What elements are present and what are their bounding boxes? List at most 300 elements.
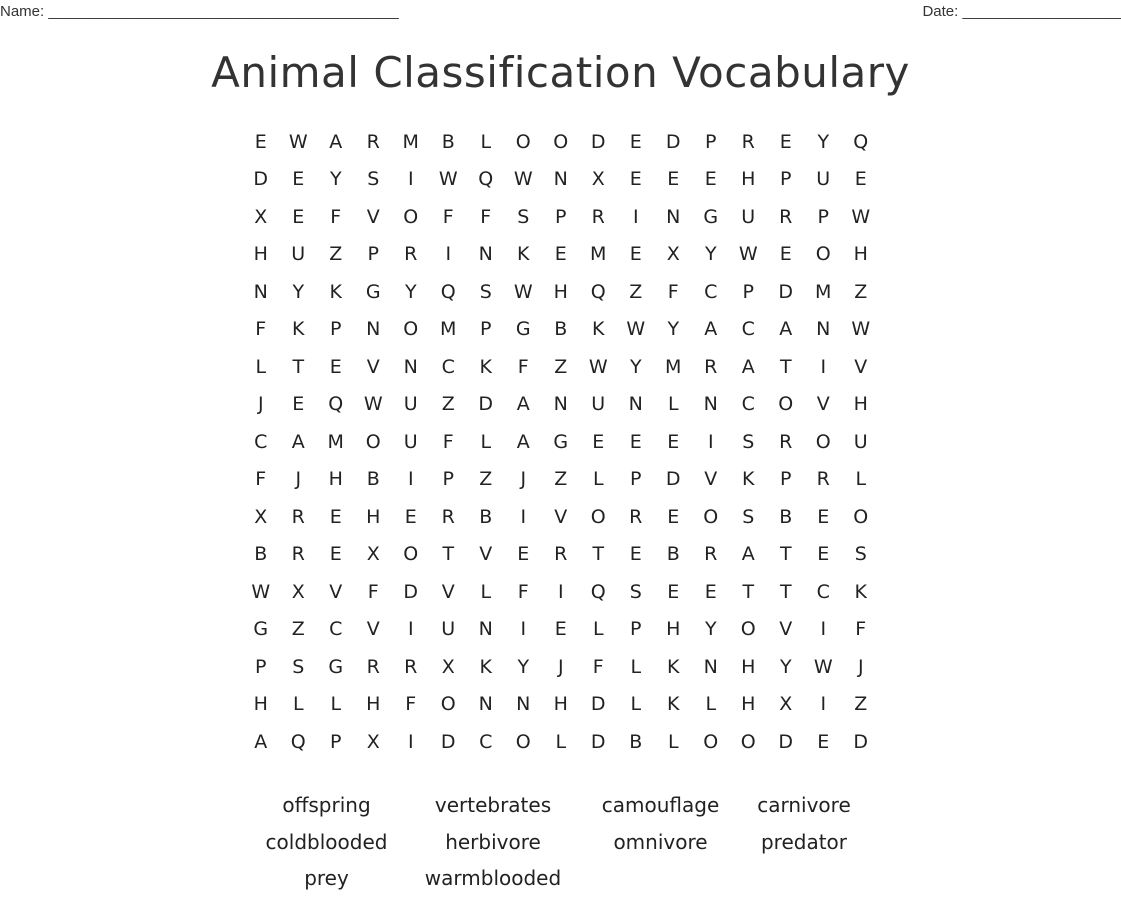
grid-letter: X: [254, 505, 268, 528]
grid-letter: V: [779, 618, 793, 641]
grid-letter: J: [257, 393, 264, 416]
grid-letter: A: [741, 543, 755, 566]
grid-letter: P: [480, 318, 492, 341]
grid-letter: T: [779, 580, 792, 603]
grid-letter: F: [405, 693, 417, 716]
grid-letter: W: [513, 168, 533, 191]
grid-letter: O: [365, 430, 381, 453]
grid-letter: V: [554, 505, 568, 528]
word-bank: [245, 787, 865, 897]
grid-letter: N: [366, 318, 381, 341]
grid-letter: N: [553, 393, 568, 416]
grid-letter: E: [629, 168, 642, 191]
grid-letter: E: [329, 543, 342, 566]
grid-letter: U: [441, 618, 456, 641]
grid-letter: H: [253, 693, 268, 716]
grid-letter: V: [704, 468, 718, 491]
grid-letter: E: [629, 243, 642, 266]
grid-letter: E: [667, 168, 680, 191]
grid-letter: F: [517, 355, 529, 378]
grid-letter: D: [853, 730, 869, 753]
grid-letter: F: [592, 655, 604, 678]
grid-letter: I: [407, 618, 414, 641]
grid-letter: Z: [291, 618, 305, 641]
grid-row: [242, 686, 880, 724]
grid-letter: R: [291, 543, 305, 566]
grid-letter: M: [440, 318, 457, 341]
grid-letter: F: [667, 280, 679, 303]
grid-row: [242, 498, 880, 536]
grid-letter: Z: [554, 355, 568, 378]
grid-letter: L: [667, 393, 679, 416]
grid-letter: A: [516, 430, 530, 453]
grid-letter: S: [517, 205, 530, 228]
grid-letter: L: [630, 655, 642, 678]
letter-grid: [242, 123, 880, 761]
grid-letter: L: [292, 693, 304, 716]
grid-letter: H: [666, 618, 681, 641]
grid-letter: C: [254, 430, 268, 453]
grid-letter: L: [480, 130, 492, 153]
grid-letter: N: [666, 205, 681, 228]
grid-letter: L: [630, 693, 642, 716]
grid-letter: E: [629, 130, 642, 153]
grid-letter: Y: [329, 168, 342, 191]
grid-letter: B: [366, 468, 380, 491]
grid-letter: V: [479, 543, 493, 566]
grid-letter: W: [851, 318, 871, 341]
grid-letter: B: [666, 543, 680, 566]
grid-letter: P: [442, 468, 454, 491]
grid-letter: X: [254, 205, 268, 228]
grid-letter: R: [366, 130, 380, 153]
grid-row: [242, 648, 880, 686]
grid-letter: Y: [779, 655, 792, 678]
grid-letter: D: [665, 468, 681, 491]
grid-letter: C: [741, 393, 755, 416]
grid-letter: P: [780, 168, 792, 191]
grid-letter: W: [738, 243, 758, 266]
grid-letter: R: [591, 205, 605, 228]
grid-letter: A: [254, 730, 268, 753]
grid-letter: D: [440, 730, 456, 753]
grid-letter: A: [329, 130, 343, 153]
grid-letter: L: [330, 693, 342, 716]
grid-letter: T: [292, 355, 305, 378]
grid-letter: Q: [478, 168, 494, 191]
grid-letter: Q: [328, 393, 344, 416]
grid-letter: T: [779, 543, 792, 566]
grid-letter: N: [628, 393, 643, 416]
grid-letter: Y: [817, 130, 830, 153]
grid-letter: W: [438, 168, 458, 191]
grid-letter: F: [855, 618, 867, 641]
grid-letter: E: [254, 130, 267, 153]
grid-letter: S: [292, 655, 305, 678]
grid-letter: E: [329, 505, 342, 528]
grid-letter: W: [813, 655, 833, 678]
grid-letter: K: [517, 243, 530, 266]
grid-letter: E: [329, 355, 342, 378]
grid-letter: E: [554, 243, 567, 266]
grid-letter: R: [404, 655, 418, 678]
grid-letter: E: [592, 430, 605, 453]
grid-letter: H: [853, 393, 868, 416]
grid-row: [242, 423, 880, 461]
grid-letter: D: [403, 580, 419, 603]
grid-letter: R: [816, 468, 830, 491]
grid-letter: X: [779, 693, 793, 716]
grid-letter: Z: [479, 468, 493, 491]
grid-letter: W: [363, 393, 383, 416]
grid-letter: O: [553, 130, 569, 153]
grid-letter: A: [291, 430, 305, 453]
grid-letter: F: [480, 205, 492, 228]
grid-row: [242, 723, 880, 761]
grid-letter: E: [629, 543, 642, 566]
grid-letter: N: [703, 655, 718, 678]
grid-letter: I: [632, 205, 639, 228]
grid-letter: N: [478, 243, 493, 266]
grid-letter: Y: [704, 618, 717, 641]
grid-letter: E: [667, 430, 680, 453]
grid-letter: L: [592, 468, 604, 491]
grid-letter: P: [630, 468, 642, 491]
grid-letter: S: [629, 580, 642, 603]
grid-letter: Z: [554, 468, 568, 491]
grid-letter: V: [366, 355, 380, 378]
grid-row: [242, 536, 880, 574]
grid-row: [242, 198, 880, 236]
grid-row: [242, 461, 880, 499]
word-bank-item: prey: [304, 866, 349, 890]
grid-letter: F: [330, 205, 342, 228]
grid-letter: E: [667, 505, 680, 528]
grid-letter: H: [741, 655, 756, 678]
grid-letter: U: [741, 205, 756, 228]
grid-letter: K: [292, 318, 305, 341]
grid-letter: J: [295, 468, 302, 491]
grid-letter: Z: [329, 243, 343, 266]
grid-letter: P: [255, 655, 267, 678]
grid-letter: K: [742, 468, 755, 491]
grid-letter: O: [815, 243, 831, 266]
grid-letter: C: [441, 355, 455, 378]
grid-letter: W: [251, 580, 271, 603]
grid-letter: K: [854, 580, 867, 603]
word-bank-item: carnivore: [757, 793, 851, 817]
grid-letter: W: [588, 355, 608, 378]
grid-letter: Z: [441, 393, 455, 416]
grid-letter: G: [253, 618, 269, 641]
grid-letter: O: [515, 130, 531, 153]
grid-letter: G: [328, 655, 344, 678]
grid-letter: D: [665, 130, 681, 153]
grid-letter: N: [403, 355, 418, 378]
grid-letter: M: [327, 430, 344, 453]
grid-letter: E: [292, 393, 305, 416]
grid-letter: V: [854, 355, 868, 378]
grid-letter: I: [407, 730, 414, 753]
grid-letter: E: [817, 543, 830, 566]
grid-letter: Z: [854, 693, 868, 716]
grid-letter: B: [254, 543, 268, 566]
grid-letter: F: [442, 430, 454, 453]
grid-letter: U: [403, 430, 418, 453]
grid-letter: Q: [290, 730, 306, 753]
grid-letter: C: [704, 280, 718, 303]
grid-letter: T: [442, 543, 455, 566]
grid-letter: B: [554, 318, 568, 341]
grid-letter: H: [253, 243, 268, 266]
grid-letter: V: [816, 393, 830, 416]
grid-letter: R: [404, 243, 418, 266]
grid-letter: Y: [517, 655, 530, 678]
grid-letter: N: [478, 618, 493, 641]
grid-letter: O: [703, 730, 719, 753]
grid-letter: A: [779, 318, 793, 341]
grid-letter: H: [741, 693, 756, 716]
grid-letter: W: [626, 318, 646, 341]
grid-letter: B: [779, 505, 793, 528]
grid-letter: D: [590, 730, 606, 753]
grid-letter: T: [742, 580, 755, 603]
grid-letter: E: [629, 430, 642, 453]
grid-letter: I: [520, 618, 527, 641]
grid-letter: E: [404, 505, 417, 528]
grid-letter: R: [629, 505, 643, 528]
grid-letter: E: [817, 730, 830, 753]
grid-letter: D: [778, 280, 794, 303]
grid-letter: E: [854, 168, 867, 191]
grid-letter: P: [817, 205, 829, 228]
grid-letter: P: [705, 130, 717, 153]
grid-letter: M: [815, 280, 832, 303]
grid-letter: E: [292, 205, 305, 228]
grid-letter: L: [667, 730, 679, 753]
grid-letter: D: [478, 393, 494, 416]
grid-letter: I: [407, 468, 414, 491]
page-title: Animal Classification Vocabulary: [211, 48, 910, 97]
grid-letter: K: [479, 355, 492, 378]
grid-letter: Y: [704, 243, 717, 266]
grid-letter: R: [554, 543, 568, 566]
grid-letter: G: [553, 430, 569, 453]
grid-letter: R: [704, 355, 718, 378]
grid-letter: E: [779, 130, 792, 153]
grid-letter: J: [857, 655, 864, 678]
grid-letter: P: [742, 280, 754, 303]
grid-letter: A: [704, 318, 718, 341]
grid-row: [242, 123, 880, 161]
grid-letter: P: [630, 618, 642, 641]
grid-letter: A: [741, 355, 755, 378]
word-bank-item: offspring: [282, 793, 371, 817]
grid-letter: Y: [667, 318, 680, 341]
word-bank-item: camouflage: [601, 793, 720, 817]
grid-letter: F: [255, 318, 267, 341]
grid-letter: H: [741, 168, 756, 191]
grid-letter: K: [667, 655, 680, 678]
grid-letter: E: [817, 505, 830, 528]
grid-letter: I: [445, 243, 452, 266]
grid-letter: V: [366, 618, 380, 641]
grid-letter: Z: [629, 280, 643, 303]
grid-row: [242, 348, 880, 386]
grid-letter: X: [291, 580, 305, 603]
grid-letter: R: [741, 130, 755, 153]
grid-letter: P: [367, 243, 379, 266]
word-bank-item: omnivore: [613, 829, 708, 854]
grid-letter: T: [779, 355, 792, 378]
grid-letter: O: [515, 730, 531, 753]
grid-letter: E: [554, 618, 567, 641]
grid-letter: I: [407, 168, 414, 191]
word-bank-item: coldblooded: [265, 829, 388, 854]
grid-letter: O: [403, 318, 419, 341]
grid-letter: S: [854, 543, 867, 566]
grid-letter: Y: [629, 355, 642, 378]
grid-letter: N: [703, 393, 718, 416]
grid-letter: I: [820, 618, 827, 641]
grid-row: [242, 273, 880, 311]
grid-letter: R: [779, 205, 793, 228]
grid-letter: P: [330, 318, 342, 341]
word-bank-item: warmblooded: [424, 866, 562, 890]
grid-letter: N: [253, 280, 268, 303]
grid-letter: G: [365, 280, 381, 303]
grid-letter: E: [704, 168, 717, 191]
grid-letter: P: [555, 205, 567, 228]
grid-letter: E: [779, 243, 792, 266]
grid-letter: Z: [854, 280, 868, 303]
grid-letter: L: [555, 730, 567, 753]
grid-letter: N: [478, 693, 493, 716]
grid-letter: P: [330, 730, 342, 753]
word-bank-item: predator: [760, 829, 848, 854]
grid-letter: S: [742, 505, 755, 528]
grid-row: [242, 161, 880, 199]
grid-letter: S: [367, 168, 380, 191]
grid-letter: H: [553, 693, 568, 716]
grid-letter: I: [707, 430, 714, 453]
grid-letter: E: [292, 168, 305, 191]
grid-letter: U: [403, 393, 418, 416]
grid-letter: H: [553, 280, 568, 303]
grid-letter: V: [441, 580, 455, 603]
grid-row: [242, 311, 880, 349]
grid-letter: C: [816, 580, 830, 603]
grid-letter: M: [590, 243, 607, 266]
grid-letter: O: [853, 505, 869, 528]
grid-letter: H: [366, 693, 381, 716]
grid-letter: R: [366, 655, 380, 678]
grid-letter: C: [741, 318, 755, 341]
grid-letter: O: [778, 393, 794, 416]
grid-row: [242, 386, 880, 424]
grid-row: [242, 236, 880, 274]
grid-letter: N: [816, 318, 831, 341]
grid-letter: O: [403, 205, 419, 228]
grid-letter: L: [480, 580, 492, 603]
grid-letter: E: [704, 580, 717, 603]
grid-letter: L: [592, 618, 604, 641]
grid-letter: Y: [404, 280, 417, 303]
grid-letter: H: [853, 243, 868, 266]
word-bank-item: herbivore: [445, 829, 541, 854]
grid-letter: L: [855, 468, 867, 491]
grid-letter: K: [667, 693, 680, 716]
grid-letter: O: [740, 730, 756, 753]
grid-letter: H: [328, 468, 343, 491]
grid-letter: O: [815, 430, 831, 453]
grid-letter: U: [853, 430, 868, 453]
grid-letter: L: [255, 355, 267, 378]
grid-letter: G: [703, 205, 719, 228]
grid-letter: N: [553, 168, 568, 191]
grid-letter: X: [591, 168, 605, 191]
grid-row: [242, 611, 880, 649]
grid-letter: W: [513, 280, 533, 303]
grid-letter: I: [820, 693, 827, 716]
grid-letter: C: [479, 730, 493, 753]
grid-letter: O: [440, 693, 456, 716]
grid-letter: R: [779, 430, 793, 453]
grid-letter: Q: [590, 280, 606, 303]
grid-letter: W: [288, 130, 308, 153]
grid-letter: K: [592, 318, 605, 341]
grid-letter: F: [517, 580, 529, 603]
grid-letter: O: [703, 505, 719, 528]
grid-letter: D: [590, 130, 606, 153]
grid-letter: F: [442, 205, 454, 228]
grid-letter: D: [253, 168, 269, 191]
grid-letter: N: [516, 693, 531, 716]
grid-letter: V: [366, 205, 380, 228]
grid-letter: K: [329, 280, 342, 303]
word-bank-item: vertebrates: [434, 793, 552, 817]
grid-letter: J: [557, 655, 564, 678]
grid-letter: S: [742, 430, 755, 453]
grid-letter: X: [366, 543, 380, 566]
date-field: Date: ___________________: [922, 3, 1121, 20]
grid-letter: I: [820, 355, 827, 378]
grid-letter: B: [441, 130, 455, 153]
grid-letter: X: [441, 655, 455, 678]
grid-letter: Q: [590, 580, 606, 603]
grid-letter: W: [851, 205, 871, 228]
grid-letter: B: [629, 730, 643, 753]
grid-letter: E: [517, 543, 530, 566]
grid-letter: K: [479, 655, 492, 678]
grid-letter: L: [480, 430, 492, 453]
grid-letter: O: [590, 505, 606, 528]
grid-letter: X: [666, 243, 680, 266]
grid-letter: R: [291, 505, 305, 528]
grid-letter: V: [329, 580, 343, 603]
grid-letter: G: [515, 318, 531, 341]
grid-letter: U: [816, 168, 831, 191]
grid-letter: I: [557, 580, 564, 603]
grid-letter: F: [255, 468, 267, 491]
grid-letter: P: [780, 468, 792, 491]
grid-letter: J: [520, 468, 527, 491]
grid-letter: M: [402, 130, 419, 153]
grid-letter: R: [441, 505, 455, 528]
grid-letter: U: [591, 393, 606, 416]
grid-letter: H: [366, 505, 381, 528]
grid-letter: D: [778, 730, 794, 753]
